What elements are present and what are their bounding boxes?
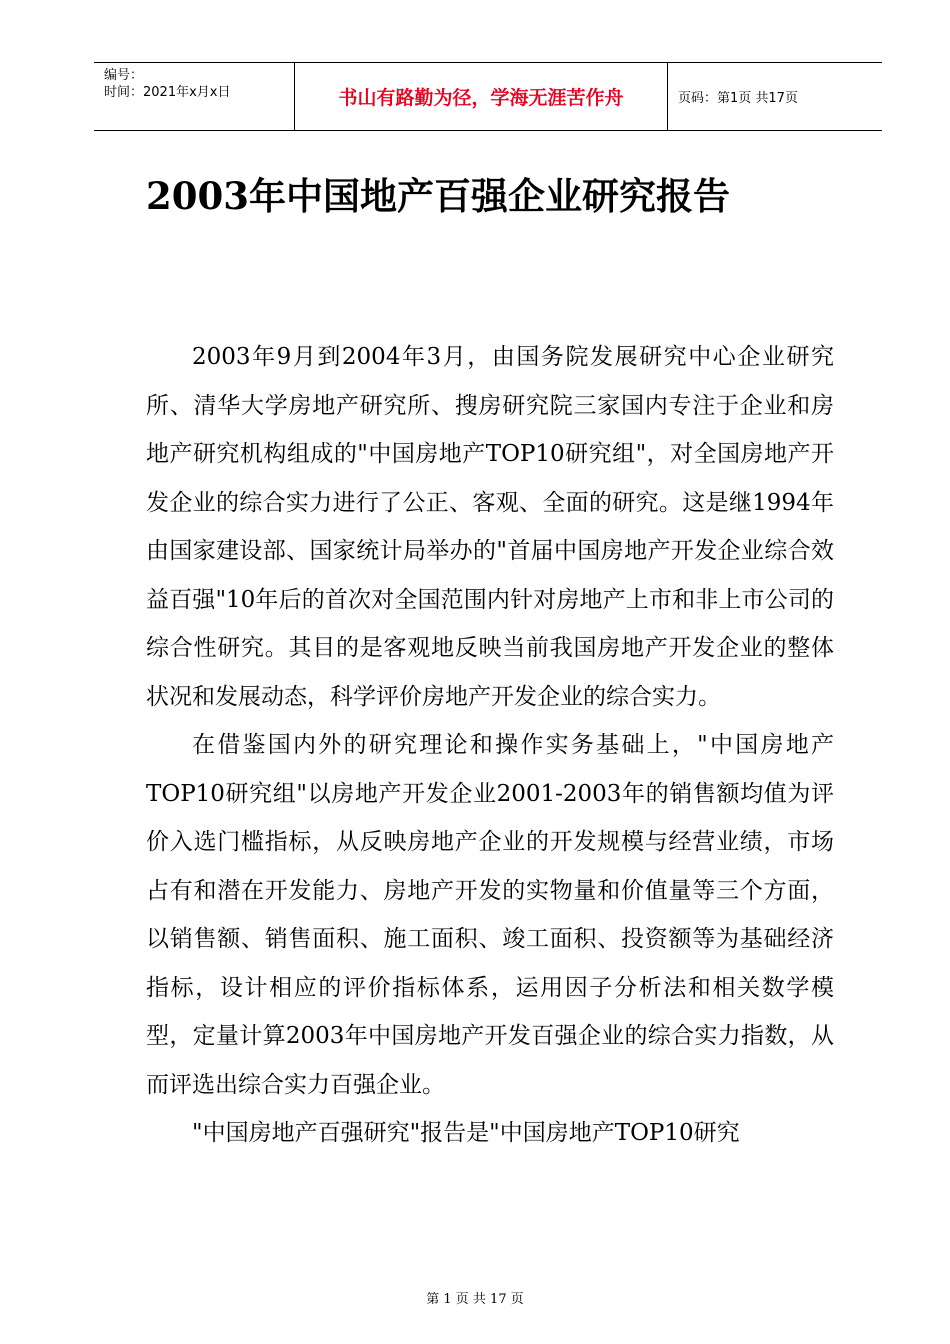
header-meta bbox=[94, 63, 295, 130]
page-footer: 第 1 页 共 17 页 bbox=[426, 1292, 524, 1307]
paragraph: 在借鉴国内外的研究理论和操作实务基础上，"中国房地产TOP10研究组"以房地产开发企业2001-2003年的销售额均值为评价入选门槛指标，从反映房地产企业的开发规模与经营业绩，市场占有和潜在开发能力、房地产开发的实物量和价值量等三个方面，以销售额、销售面积、施工面积、竣工面积、投资额等为基础经济指标，设计相应的评价指标体系，运用因子分析法和相关数学模型，定量计算2003年中国房地产开发百强企业的综合实力指数，从而评选出综合实力百强企业。 bbox=[146, 732, 834, 1098]
paragraph: "中国房地产百强研究"报告是"中国房地产TOP10研究 bbox=[192, 1120, 740, 1146]
document-title: 2003年中国地产百强企业研究报告 bbox=[146, 174, 730, 218]
header-page-info: 页码：第1页 共17页 bbox=[678, 91, 798, 106]
number-label: 编号： bbox=[104, 68, 144, 83]
page-header bbox=[94, 62, 882, 131]
paragraph: 2003年9月到2004年3月，由国务院发展研究中心企业研究所、清华大学房地产研究所、搜房研究院三家国内专注于企业和房地产研究机构组成的"中国房地产TOP10研究组"，对全国房地产开发企业的综合实力进行了公正、客观、全面的研究。这是继1994年由国家建设部、国家统计局举办的"首届中国房地产开发企业综合效益百强"10年后的首次对全国范围内针对房地产上市和非上市公司的综合性研究。其目的是客观地反映当前我国房地产开发企业的整体状况和发展动态，科学评价房地产开发企业的综合实力。 bbox=[146, 344, 834, 710]
time-label: 时间：2021年x月x日 bbox=[104, 85, 231, 100]
document-body bbox=[146, 333, 834, 1158]
header-motto: 书山有路勤为径，学海无涯苦作舟 bbox=[295, 63, 668, 130]
